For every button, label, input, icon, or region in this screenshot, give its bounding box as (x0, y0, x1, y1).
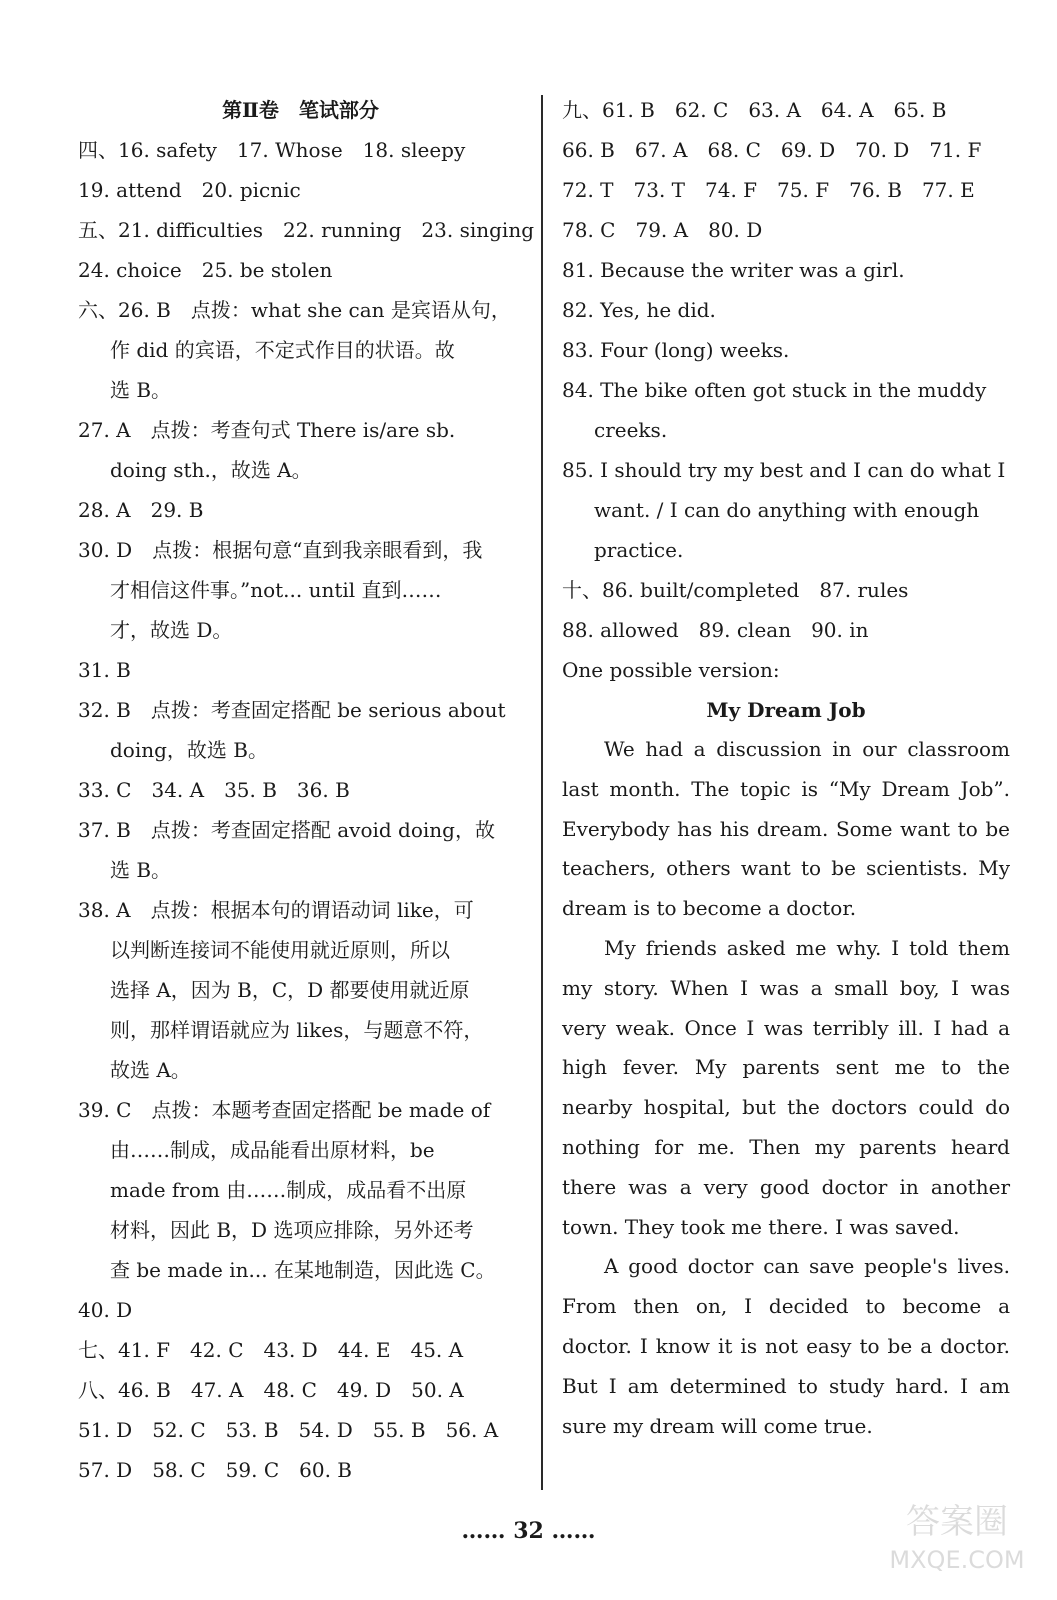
answer-line: 八、46. B 47. A 48. C 49. D 50. A (78, 1378, 464, 1402)
answer-line: 四、16. safety 17. Whose 18. sleepy (78, 138, 466, 162)
answer-line: doing，故选 B。 (110, 738, 268, 762)
answer-line: 十、86. built/completed 87. rules (562, 578, 909, 602)
answer-line: want. / I can do anything with enough (594, 498, 980, 522)
answer-line: 88. allowed 89. clean 90. in (562, 618, 869, 642)
answer-line: 27. A 点拨：考查句式 There is/are sb. (78, 418, 456, 442)
answer-line: 选择 A，因为 B，C，D 都要使用就近原 (110, 978, 470, 1002)
section-heading: 第Ⅱ卷 笔试部分 (222, 98, 379, 122)
answer-line: 51. D 52. C 53. B 54. D 55. B 56. A (78, 1418, 499, 1442)
answer-line: 以判断连接词不能使用就近原则，所以 (110, 938, 450, 962)
answer-line: 九、61. B 62. C 63. A 64. A 65. B (562, 98, 947, 122)
answer-line: 66. B 67. A 68. C 69. D 70. D 71. F (562, 138, 982, 162)
answer-line: 81. Because the writer was a girl. (562, 258, 905, 282)
answer-line: 30. D 点拨：根据句意“直到我亲眼看到，我 (78, 538, 483, 562)
answer-line: 由……制成，成品能看出原材料，be (110, 1138, 435, 1162)
essay-title: My Dream Job (706, 698, 866, 722)
answer-line: 作 did 的宾语，不定式作目的状语。故 (110, 338, 455, 362)
answer-line: 40. D (78, 1298, 133, 1322)
answer-line: made from 由……制成，成品看不出原 (110, 1178, 467, 1202)
answer-line: 84. The bike often got stuck in the muddy (562, 378, 987, 402)
answer-line: 38. A 点拨：根据本句的谓语动词 like，可 (78, 898, 474, 922)
answer-line: 85. I should try my best and I can do what I (562, 458, 1006, 482)
answer-line: creeks. (594, 418, 668, 442)
answer-line: doing sth.，故选 A。 (110, 458, 312, 482)
answer-line: 材料，因此 B，D 选项应排除，另外还考 (110, 1218, 474, 1242)
answer-line: 39. C 点拨：本题考查固定搭配 be made of (78, 1098, 491, 1122)
essay-body (562, 730, 1010, 1446)
answer-line: 31. B (78, 658, 131, 682)
answer-line: 七、41. F 42. C 43. D 44. E 45. A (78, 1338, 464, 1362)
page-number: …… 32 …… (461, 1518, 596, 1544)
answer-line: 19. attend 20. picnic (78, 178, 301, 202)
answer-line: 57. D 58. C 59. C 60. B (78, 1458, 352, 1482)
answer-line: 六、26. B 点拨：what she can 是宾语从句， (78, 298, 511, 322)
answer-line: 78. C 79. A 80. D (562, 218, 763, 242)
answer-line: practice. (594, 538, 684, 562)
answer-line: 24. choice 25. be stolen (78, 258, 333, 282)
watermark-logo (887, 1488, 1027, 1578)
essay-paragraph: My friends asked me why. I told them my story. When I was a small boy, I was very weak. Once I was terribly ill. I had a high fever. My parents sent me to the nearby hospital, but the doctors could do nothing for me. Then my parents heard there was a very good doctor in another town. They took me there. I was saved. (562, 935, 1010, 1239)
answer-line: 则，那样谓语就应为 likes，与题意不符， (110, 1018, 484, 1042)
column-divider (541, 95, 543, 1490)
answer-line: 32. B 点拨：考查固定搭配 be serious about (78, 698, 506, 722)
essay-paragraph: A good doctor can save people's lives. From then on, I decided to become a doctor. I know it is not easy to be a doctor. But I am determined to study hard. I am sure my dream will come true. (562, 1254, 1010, 1438)
answer-line: 选 B。 (110, 378, 172, 402)
essay-paragraph: We had a discussion in our classroom last month. The topic is “My Dream Job”. Everybody has his dream. Some want to be teachers, others want to be scientists. My dream is to become a doctor. (562, 737, 1010, 921)
answer-line: 故选 A。 (110, 1058, 191, 1082)
answer-line: 83. Four (long) weeks. (562, 338, 790, 362)
answer-line: 五、21. difficulties 22. running 23. singing (78, 218, 535, 242)
answer-line: 72. T 73. T 74. F 75. F 76. B 77. E (562, 178, 975, 202)
answer-line: 37. B 点拨：考查固定搭配 avoid doing，故 (78, 818, 495, 842)
right-column (562, 90, 1010, 1446)
answer-line: 才相信这件事。”not... until 直到…… (110, 578, 442, 602)
answer-line: 选 B。 (110, 858, 172, 882)
answer-line: 才，故选 D。 (110, 618, 233, 642)
left-column (78, 90, 535, 1490)
answer-line: 查 be made in... 在某地制造，因此选 C。 (110, 1258, 496, 1282)
answer-list-right (562, 90, 1010, 690)
answer-line: 33. C 34. A 35. B 36. B (78, 778, 350, 802)
watermark-text: 答案圈 (906, 1502, 1008, 1542)
answer-line: 28. A 29. B (78, 498, 204, 522)
answer-line: One possible version: (562, 658, 780, 682)
watermark-url: MXQE.COM (889, 1546, 1025, 1574)
answer-line: 82. Yes, he did. (562, 298, 716, 322)
